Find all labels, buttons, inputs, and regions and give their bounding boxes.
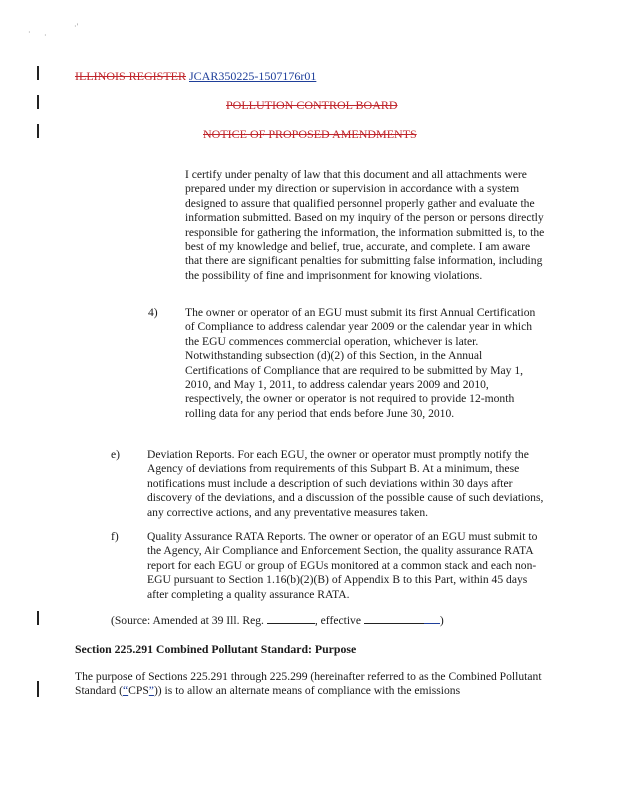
register-volume-blank: [267, 613, 315, 624]
change-bar: [37, 611, 39, 625]
scan-speck: ·: [44, 31, 47, 40]
register-header: [75, 69, 316, 84]
item-f-text: Quality Assurance RATA Reports. The owner or operator of an EGU must submit to the Agency, Air Compliance and Enforcement Section, the quality assurance RATA report for each EGU or group of EGUs monitored at a common stack and each non-EGU pursuant to Section 1.16(b)(2)(B) of Appendix B to this Part, within 45 days after completing a quality assurance RATA.: [147, 530, 538, 601]
register-code-inserted: JCAR350225-1507176r01: [189, 69, 317, 83]
change-bar: [37, 681, 39, 697]
item-4-number: 4): [148, 306, 158, 319]
scan-speck: ·': [74, 22, 79, 31]
section-heading: Section 225.291 Combined Pollutant Standard: Purpose: [75, 642, 357, 656]
item-4-text: The owner or operator of an EGU must submit its first Annual Certification of Compliance to address calendar year 2009 or the calendar year in which the EGU commences commercial operation, whichever is later. Notwithstanding subsection (d)(2) of this Section, in the Annual Certifications of Compliance that are required to be submitted by May 1, 2010, and May 1, 2011, to address calendar years 2009 and 2010, respectively, the owner or operator is not required to provide 12-month rolling data for any period that ends before June 30, 2010.: [185, 306, 536, 420]
open-quote-inserted: “: [122, 684, 129, 698]
purpose-paragraph: [75, 670, 547, 699]
change-bar: [37, 124, 39, 138]
notice-title-struck: NOTICE OF PROPOSED AMENDMENTS: [203, 127, 417, 141]
purpose-text-before: The purpose of Sections 225.291 through 225.299 (hereinafter referred to as the Combined Pollutant Standard (: [75, 670, 542, 698]
item-e-text: Deviation Reports. For each EGU, the owner or operator must promptly notify the Agency of deviations from requirements of this Subpart B. At a minimum, these notifications must include a description of such deviations within 30 days after discovery of the deviations, and a discussion of the possible cause of such deviations, any corrective actions, and any preventative measures taken.: [147, 448, 544, 519]
source-suffix: ): [439, 614, 444, 627]
effective-date-blank-inserted: [424, 613, 440, 624]
cps-abbreviation: CPS: [128, 684, 149, 698]
item-f-number: f): [111, 530, 119, 543]
source-prefix: (Source: Amended at 39 Ill. Reg.: [111, 614, 264, 627]
register-title-struck: ILLINOIS REGISTER: [75, 69, 186, 83]
board-name-struck: POLLUTION CONTROL BOARD: [226, 98, 398, 112]
change-bar: [37, 66, 39, 80]
purpose-text-after: )) is to allow an alternate means of compliance with the emissions: [153, 684, 461, 698]
effective-date-blank: [364, 613, 424, 624]
certification-paragraph: I certify under penalty of law that this document and all attachments were prepared under my direction or supervision in accordance with a system designed to assure that qualified personnel properly gather and evaluate the information submitted. Based on my inquiry of the person or persons directly responsible for gathering the information, the information submitted is, to the best of my knowledge and belief, true, accurate, and complete. I am aware that there are significant penalties for submitting false information, including the possibility of fine and imprisonment for knowing violations.: [185, 168, 545, 282]
item-e-number: e): [111, 448, 121, 461]
change-bar: [37, 95, 39, 109]
close-quote-inserted: ”: [148, 684, 154, 698]
source-note: [111, 613, 551, 628]
source-middle: , effective: [314, 614, 361, 627]
scan-speck: ·: [28, 28, 31, 37]
